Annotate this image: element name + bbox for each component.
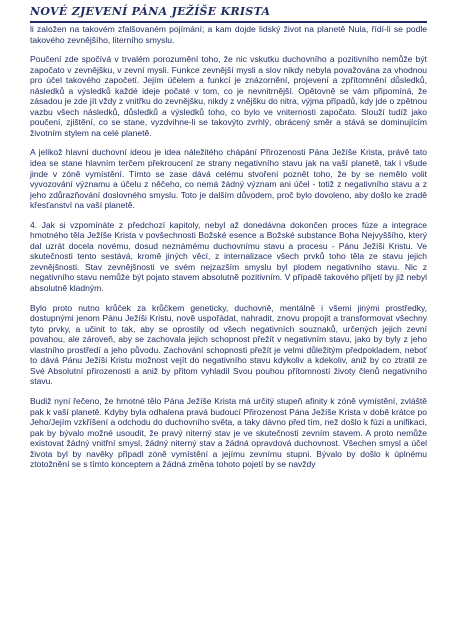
paragraph: Poučení zde spočívá v trvalém porozumění toho, že nic vskutku duchovního a pozitivního nemůže být započato v zevnějšku, v zevní mysli. Funkce zevnější mysli a slov nikdy nebyla považována za vhodnou pro účel takového započetí. Jejím účelem a funkcí je znázornění, projevení a zpřítomnění důsledků, následků a výsledků každé ideje počaté v tom, co je nevnitrnější. Opětovně se vám připomíná, že zásadou je zde jít vždy z vnitřku do zevnějšku, nikdy z vnějšku do nitra, výjma případů, kdy jde o zpětnou vazbu všech následků, důsledků a výsledků toho, co bylo ve vniternosti započato. Slouží tudíž jako poučení, zjištění, co se stane, vyzdvihne-li se takovýto zvrhlý, obrácený směr a stává se dominujícím životním stylem na celé planetě. — [30, 54, 427, 138]
header-rule — [30, 21, 427, 23]
paragraph: Bylo proto nutno krůček za krůčkem geneticky, duchovně, mentálně i všemi jinými prostředky, dostupnými jenom Pánu Ježíši Kristu, nově uspořádat, nahradit, znovu propojit a transformovat všechny tyto prvky, a učinit to tak, aby se oprostily od všech negativních souznaků, určených jejich zevní povahou, ale zároveň, aby se zachovala jejich schopnost přežít v negativním stavu, jako by byly z jeho vlastního prostředí a jeho původu. Zachování schopnosti přežít je velmi důležitým předpokladem, neboť to dává Pánu Ježíši Kristu možnost vejít do negativního stavu kdykoliv a kdekoliv, aniž by co ztratil ze Své Absolutní přirozenosti a aniž by přitom vyhladil Svou pouhou přítomností životy členů negativního stavu. — [30, 302, 427, 387]
paragraph: A jelikož hlavní duchovní ideou je idea náležitého chápání Přirozenosti Pána Ježíše Krista, právě tato idea se stane hlavním terčem překroucení ze strany negativního stavu jak na vaší planetě, tak i všude jinde v zóně vymístění. Tímto se zase dává celému stvoření poznět toho, že by se nemělo volit vyvozování významu a účelu z něčeho, co nemá žádný význam ani účel - totiž z negativního stavu a z jeho zdůrazňování doslovného smyslu. Toto je dalším důvodem, proč bylo dovoleno, aby došlo ke zradě křesťanství na vaší planetě. — [30, 147, 427, 211]
paragraph: li založen na takovém zfalšovaném pojímání; a kam dojde lidský život na planetě Nula, řídí-li se podle takového zevnějšího, literního smyslu. — [30, 24, 427, 45]
page-body — [30, 24, 427, 479]
paragraph: Budiž nyní řečeno, že hmotné tělo Pána Ježíše Krista má určitý stupeň afinity k zóně vymístění, zvláště pak k vaší planetě. Kdyby byla odhalena pravá budoucí Přirozenost Pána Ježíše Krista v době krátce po Jeho/Jejím vzkříšení a odchodu do duchovního světa, a taky dávno před tím, než došlo k fúzi a unifikaci, pak by bývalo možné usoudit, že pravý niterný stav je ve skutečnosti zevním stavem. A proto nemůže existovat žádný vnitřní smysl, žádný niterný stav a žádná opravdová duchovnost. Všechen smysl a účel života byl by navěky připadl zóně vymístění a jejímu zevnímu stupni. Bývalo by došlo k úplnému ztotožnění se s tímto konceptem a žádná změna tohoto pojetí by se navždy — [30, 395, 427, 470]
page-header-title: NOVÉ ZJEVENÍ PÁNA JEŽÍŠE KRISTA — [30, 5, 271, 18]
paragraph: 4. Jak si vzpomínáte z předchozí kapitoly, nebyl až donedávna dokončen proces fúze a integrace hmotného těla Ježíše Krista v povšechnosti Božské esence a Božské substance Boha Nejvyššího, který dal uzrát docela novému, dosud neznámému duchovnímu stavu a procesu - Pánu Ježíši Kristu. Ve skutečnosti tento sestává, kromě jiných věcí, z internalizace všech prvků toho těla ze stavu jejich zevnějšnosti. Stav zevnějšnosti ve svém nejzazším smyslu byl plodem negativního stavu. Nic z negativního stavu nemůže být pojato stavem absolutně pozitivním. V případě takového přijetí by již nebyl absolutně kladným. — [30, 219, 427, 294]
